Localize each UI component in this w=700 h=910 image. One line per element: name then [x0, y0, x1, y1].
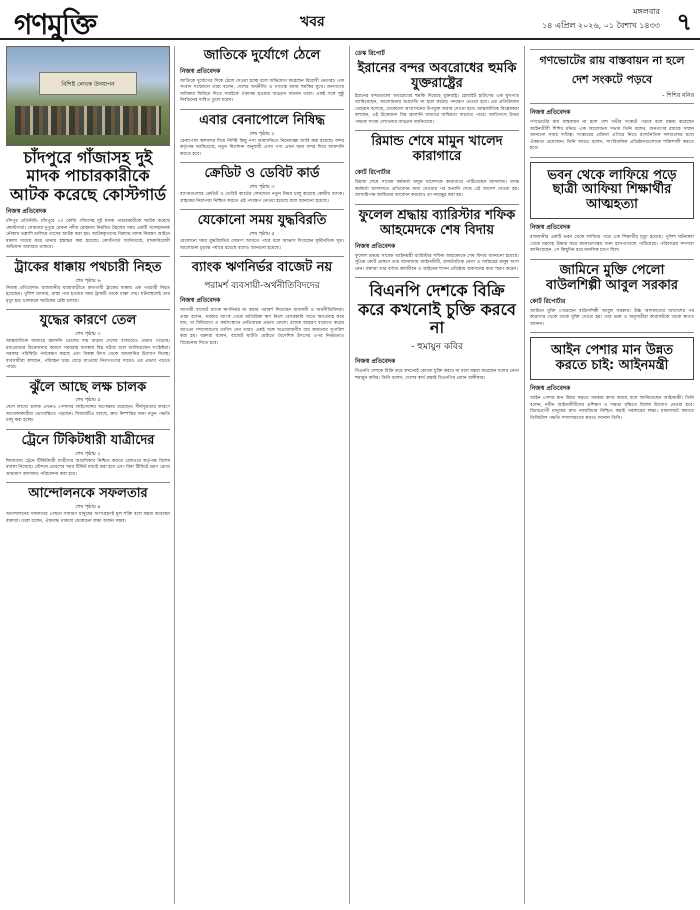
byline: নিজস্ব প্রতিবেদক — [180, 67, 221, 75]
byline: নিজস্ব প্রতিবেদক — [530, 385, 571, 393]
continued-note: শেষ পৃষ্ঠায় ২ — [249, 130, 275, 137]
byline: নিজস্ব প্রতিবেদক — [6, 208, 47, 216]
continued-note: শেষ পৃষ্ঠায় ৫ — [75, 397, 101, 404]
page-number: ৭ — [676, 8, 692, 36]
continued-note: শেষ পৃষ্ঠায় ৬ — [75, 277, 101, 284]
byline: নিজস্ব প্রতিবেদক — [530, 224, 571, 232]
headline[interactable]: আইন পেশার মান উন্নত করতে চাই: আইনমন্ত্রী — [550, 343, 674, 374]
article-body: রিমান্ড শেষে সাবেক কর্মকর্তা মামুন খালেদকে কারাগারে পাঠিয়েছেন আদালত। তদন্ত কর্মকর্তা আদালতে প্রতিবেদন জমা দেওয়ার পর শুনানি শেষে এই আদেশ দেওয়া হয়। আসামিপক্ষ জামিনের আবেদন করলেও তা নামঞ্জুর করা হয়। — [355, 180, 519, 199]
boxed-article — [530, 162, 694, 220]
headline[interactable]: ইরানের বন্দর অবরোধের হুমকি যুক্তরাষ্ট্রের — [357, 61, 517, 91]
divider — [355, 277, 519, 278]
headline[interactable]: আন্দোলনকে সফলতার — [28, 486, 148, 502]
article-body: ফুলেল শ্রদ্ধায় সাবেক আইনমন্ত্রী ব্যারিস্টার শফিক আহমেদকে শেষ বিদায় জানানো হয়েছে। সুপ্রিম কোর্ট প্রাঙ্গণে তার জানাজায় আইনজীবী, রাজনৈতিক নেতা ও সর্বস্তরের মানুষ অংশ নেন। বক্তারা তার বর্ণাঢ্য কর্মজীবন ও আইনের শাসন প্রতিষ্ঠায় অবদানের কথা স্মরণ করেন। — [355, 253, 519, 272]
headline[interactable]: জাতিকে দুর্যোগে ঠেলে — [203, 48, 321, 63]
byline: কোর্ট রিপোর্টার — [355, 169, 391, 177]
divider — [180, 256, 344, 257]
headline[interactable]: ফুলেল শ্রদ্ধায় ব্যারিস্টার শফিক আহমেদকে শেষ বিদায় — [358, 207, 516, 238]
headline[interactable]: ট্রেনে টিকিটধারী যাত্রীদের — [21, 432, 155, 448]
divider — [355, 130, 519, 131]
continued-note: শেষ পৃষ্ঠায় ৩ — [249, 184, 275, 191]
column-1 — [6, 46, 170, 904]
article-body: ইরানের বন্দরগুলো অবরোধের হুমকি দিয়েছে যুক্তরাষ্ট্র। হোয়াইট হাউসের এক মুখপাত্র জানিয়েছেন, আলোচনায় অগ্রগতি না হলে কঠোর পদক্ষেপ নেওয়া হবে। এর প্রতিক্রিয়ায় তেহরান বলেছে, যেকোনো আগ্রাসনের উপযুক্ত জবাব দেওয়া হবে। আন্তর্জাতিক বিশ্লেষকরা বলছেন, এই উত্তেজনা বিশ্ব জ্বালানি বাজারে অস্থিরতা বাড়াতে পারে। জাতিসংঘ উভয় পক্ষকে সংযম দেখানোর আহ্বান জানিয়েছে। — [355, 93, 519, 125]
article-body: রাজধানীর একটি ভবন থেকে লাফিয়ে পড়ে এক শিক্ষার্থীর মৃত্যু হয়েছে। পুলিশ ঘটনাস্থল থেকে মরদেহ উদ্ধার করে ময়নাতদন্তের জন্য হাসপাতালে পাঠিয়েছে। পরিবারের সদস্যরা জানিয়েছেন, সে কিছুদিন ধরে মানসিক চাপে ছিল। — [530, 235, 694, 254]
article-body: আন্দোলনের সফলতার পেছনে সাধারণ মানুষের অংশগ্রহণই মূল শক্তি বলে মন্তব্য করেছেন বক্তারা। তারা বলেন, ঐক্যবদ্ধ থাকলে যেকোনো লক্ষ্য অর্জন সম্ভব। — [6, 512, 170, 524]
masthead — [0, 0, 700, 40]
article-body: জামিনে মুক্তি পেয়েছেন বাউলশিল্পী আবুল সরকার। উচ্চ আদালতের আদেশের পর কারাগার থেকে তাকে মুক্তি দেওয়া হয়। তার ভক্ত ও অনুসারীরা কারাফটকে তাকে স্বাগত জানান। — [530, 308, 694, 327]
article-body: ব্যাংকগুলোর ক্রেডিট ও ডেবিট কার্ডের লেনদেনে নতুন নিয়ম চালু করেছে কেন্দ্রীয় ব্যাংক। গ্রাহকের নিরাপত্তা নিশ্চিত করতে এই পদক্ষেপ নেওয়া হয়েছে বলে জানানো হয়েছে। — [180, 192, 344, 204]
column-4 — [530, 46, 694, 904]
quote-box — [530, 49, 694, 104]
photo-banner — [39, 72, 136, 96]
article-body: ঈদযাত্রায় ট্রেনে টিকিটধারী যাত্রীদের অগ্রাধিকার নিশ্চিত করতে রেলওয়ে কর্তৃপক্ষ বিশেষ ব্যবস্থা নিয়েছে। স্টেশনে প্রবেশের সময় টিকিট যাচাই করা হবে এবং বিনা টিকিটে ভ্রমণ রোধে ভ্রাম্যমাণ আদালত পরিচালনা করা হবে। — [6, 458, 170, 477]
divider — [530, 259, 694, 260]
subheadline: - হুমায়ুন কবির — [411, 342, 463, 353]
byline: নিজস্ব প্রতিবেদক — [355, 358, 396, 366]
divider — [6, 309, 170, 310]
column-2 — [180, 46, 344, 904]
boxed-article — [530, 337, 694, 380]
day-name: মঙ্গলবার — [633, 7, 660, 16]
article-body: বিএনপি দেশকে বিক্রি করে কখনোই কোনো চুক্তি করবে না বলে মন্তব্য করেছেন দলের নেতা হুমায়ুন কবির। তিনি বলেন, দেশের স্বার্থ রক্ষাই বিএনপির প্রধান অঙ্গীকার। — [355, 369, 519, 381]
article-body: যেকোনো সময় যুদ্ধবিরতির ঘোষণা আসতে পারে বলে আভাস দিয়েছেন কূটনৈতিক সূত্র। আলোচনা চূড়ান্ত পর্যায়ে রয়েছে বলেও জানানো হয়েছে। — [180, 239, 344, 251]
date-line: ১৪ এপ্রিল ২০২৬, ০১ বৈশাখ ১৪৩৩ — [542, 21, 660, 30]
photo-people — [15, 106, 161, 135]
continued-note: শেষ পৃষ্ঠায় ৩ — [75, 331, 101, 338]
divider — [6, 256, 170, 257]
byline: কোর্ট রিপোর্টার — [530, 297, 566, 305]
byline: নিজস্ব প্রতিবেদক — [355, 242, 396, 250]
headline[interactable]: চাঁদপুরে গাঁজাসহ দুই মাদক পাচারকারীকে আটক করেছে কোস্টগার্ড — [9, 148, 166, 204]
article-body: আইন পেশার মান উন্নত করতে সরকার কাজ করছে বলে জানিয়েছেন আইনমন্ত্রী। তিনি বলেন, নবীন আইনজীবীদের প্রশিক্ষণ ও দক্ষতা বৃদ্ধিতে বিশেষ উদ্যোগ নেওয়া হবে। বিচারপ্রার্থী মানুষের দ্রুত ন্যায়বিচার নিশ্চিত করাই সরকারের লক্ষ্য। মামলাজট কমাতে ডিজিটাল পদ্ধতি সম্প্রসারণের কথাও জানান তিনি। — [530, 396, 694, 421]
divider — [530, 157, 694, 158]
headline[interactable]: রিমান্ড শেষে মামুন খালেদ কারাগারে — [371, 134, 503, 165]
news-photo — [6, 46, 170, 146]
continued-note: শেষ পৃষ্ঠায় ২ — [75, 450, 101, 457]
divider — [6, 482, 170, 483]
column-rule — [174, 46, 175, 904]
column-rule — [524, 46, 525, 904]
column-3 — [355, 46, 519, 904]
divider — [180, 209, 344, 210]
section-title: খবর — [300, 14, 325, 30]
divider — [180, 162, 344, 163]
continued-note: শেষ পৃষ্ঠায় ৫ — [249, 231, 275, 238]
headline[interactable]: যুদ্ধের কারণে তেল — [39, 313, 137, 329]
article-body: নিজস্ব প্রতিবেদক: রাজধানীর যাত্রাবাড়ীতে দ্রুতগামী ট্রাকের ধাক্কায় এক পথচারী নিহত হয়েছেন। পুলিশ জানায়, রাস্তা পার হওয়ার সময় ট্রাকটি তাকে ধাক্কা দেয়। ঘটনাস্থলেই তার মৃত্যু হয়। চালককে আটকের চেষ্টা চলছে। — [6, 285, 170, 304]
article-body: দেশে লাখো চালক এখনও পেশাদার লাইসেন্সের অপেক্ষায় রয়েছেন। দীর্ঘসূত্রতার কারণে আবেদনকারীরা ভোগান্তিতে পড়ছেন। বিআরটিএ বলছে, দ্রুত নিষ্পত্তির জন্য নতুন পদ্ধতি চালু করা হচ্ছে। — [6, 405, 170, 424]
article-body: বেনাপোল স্থলবন্দর দিয়ে নির্দিষ্ট কিছু পণ্য আমদানিতে নিষেধাজ্ঞা জারি করা হয়েছে। বন্দর কর্তৃপক্ষ জানিয়েছে, নতুন নির্দেশনা অনুযায়ী এসব পণ্য এখন অন্য বন্দর দিয়ে আমদানি করতে হবে। — [180, 138, 344, 157]
divider — [180, 109, 344, 110]
quote-author: - শিশির মনির — [662, 92, 694, 99]
headline[interactable]: ট্রাকের ধাক্কায় পথচারী নিহত — [14, 259, 162, 275]
headline[interactable]: ক্রেডিট ও ডেবিট কার্ড — [204, 166, 320, 182]
headline[interactable]: জামিনে মুক্তি পেলো বাউলশিল্পী আবুল সরকার — [545, 262, 679, 293]
photo-banner-text: বিশিষ্ট লেখক উদযাপন — [61, 80, 115, 88]
continued-note: শেষ পৃষ্ঠায় ৪ — [75, 504, 101, 511]
headline[interactable]: ব্যাংক ঋণনির্ভর বাজেট নয় — [191, 260, 333, 276]
article-body: আন্তর্জাতিক বাজারে জ্বালানি তেলের দাম বাড়ায় দেশের বাজারেও প্রভাব পড়েছে। মধ্যপ্রাচ্যের উত্তেজনার কারণে সরবরাহ ব্যবস্থায় বিঘ্ন ঘটছে বলে জানিয়েছেন সংশ্লিষ্টরা। সরকার পরিস্থিতি পর্যবেক্ষণ করছে এবং বিকল্প উৎস থেকে আমদানির উদ্যোগ নিচ্ছে। ব্যবসায়ীরা বলছেন, পরিবহন খরচ বেড়ে যাওয়ায় নিত্যপণ্যের দামেও এর প্রভাব পড়তে পারে। — [6, 339, 170, 371]
byline: ডেস্ক রিপোর্ট — [355, 50, 385, 57]
byline: নিজস্ব প্রতিবেদক — [530, 109, 571, 116]
article-body: আগামী বাজেট ব্যাংক ঋণনির্ভর না করার পরামর্শ দিয়েছেন ব্যবসায়ী ও অর্থনীতিবিদরা। তারা বলেন, সরকার ব্যাংক থেকে অতিরিক্ত ঋণ নিলে বেসরকারি খাতে ঋণপ্রবাহ কমে যায়, যা বিনিয়োগ ও কর্মসংস্থানে নেতিবাচক প্রভাব ফেলে। রাজস্ব আহরণ বাড়াতে করের আওতা সম্প্রসারণের তাগিদ দেন তারা। একই সঙ্গে অপ্রয়োজনীয় ব্যয় কমানোর সুপারিশ করা হয়। বক্তারা বলেন, বাজেট ঘাটতি মেটাতে বৈদেশিক উৎসের ওপর নির্ভরতাও বিবেচনায় নিতে হবে। — [180, 308, 344, 346]
article-body: গণভোটের রায় বাস্তবায়ন না হলে দেশ গভীর সংকটে পড়বে বলে মন্তব্য করেছেন আইনজীবী শিশির মনির। এক আলোচনা সভায় তিনি বলেন, জনগণের রায়কে সম্মান জানানো সবার দায়িত্ব। সংস্কারের প্রক্রিয়া এগিয়ে নিতে রাজনৈতিক দলগুলোর মধ্যে ঐকমত্য প্রয়োজন। তিনি আরও বলেন, সাংবিধানিক প্রতিষ্ঠানগুলোকে শক্তিশালী করতে হবে। — [530, 120, 694, 151]
article-body: জাতিকে দুর্যোগের দিকে ঠেলে দেওয়া হচ্ছে বলে অভিযোগ করেছেন বিরোধী নেতারা। এক সংবাদ সম্মেলনে তারা বলেন, দেশের অর্থনীতি ও গণতন্ত্র আজ হুমকির মুখে। জনগণের অধিকার ফিরিয়ে দিতে সবাইকে ঐক্যবদ্ধ হওয়ার আহ্বান জানান তারা। একই সঙ্গে সুষ্ঠু নির্বাচনের দাবিও তুলে ধরেন। — [180, 78, 344, 104]
divider — [6, 376, 170, 377]
divider — [6, 429, 170, 430]
divider — [355, 204, 519, 205]
headline[interactable]: ঝুঁলে আছে লক্ষ চালক — [29, 379, 147, 395]
headline[interactable]: যেকোনো সময় যুদ্ধবিরতি — [197, 213, 327, 229]
newspaper-logo[interactable]: গণমুক্তি — [14, 8, 97, 41]
quote-headline[interactable]: গণভোটের রায় বাস্তবায়ন না হলে দেশ সংকটে পড়বে — [539, 54, 685, 86]
headline[interactable]: বিএনপি দেশকে বিক্রি করে কখনোই চুক্তি করবে না — [358, 281, 516, 337]
subheadline: পরামর্শ ব্যবসায়ী-অর্থনীতিবিদদের — [204, 281, 320, 292]
byline: নিজস্ব প্রতিবেদক — [180, 297, 221, 305]
column-rule — [349, 46, 350, 904]
headline[interactable]: ভবন থেকে লাফিয়ে পড়ে ছাত্রী আফিয়া শিক্ষার্থীর আত্মহত্যা — [547, 167, 677, 213]
article-body: চাঁদপুর প্রতিনিধি: চাঁদপুরে ১০ কেজি গাঁজাসহ দুই মাদক পাচারকারীকে আটক করেছে কোস্টগার্ড। সোমবার দুপুরে মেঘনা নদীর মোহনায় নিয়মিত টহলের সময় একটি সন্দেহজনক নৌকায় তল্লাশি চালিয়ে তাদের আটক করা হয়। আটককৃতদের বিরুদ্ধে মাদক নিয়ন্ত্রণ আইনে মামলা দায়ের করে থানায় হস্তান্তর করা হয়েছে। কোস্টগার্ড জানিয়েছে, মাদকবিরোধী অভিযান অব্যাহত থাকবে। — [6, 219, 170, 251]
headline[interactable]: এবার বেনাপোলে নিষিদ্ধ — [199, 112, 325, 128]
divider — [530, 332, 694, 333]
